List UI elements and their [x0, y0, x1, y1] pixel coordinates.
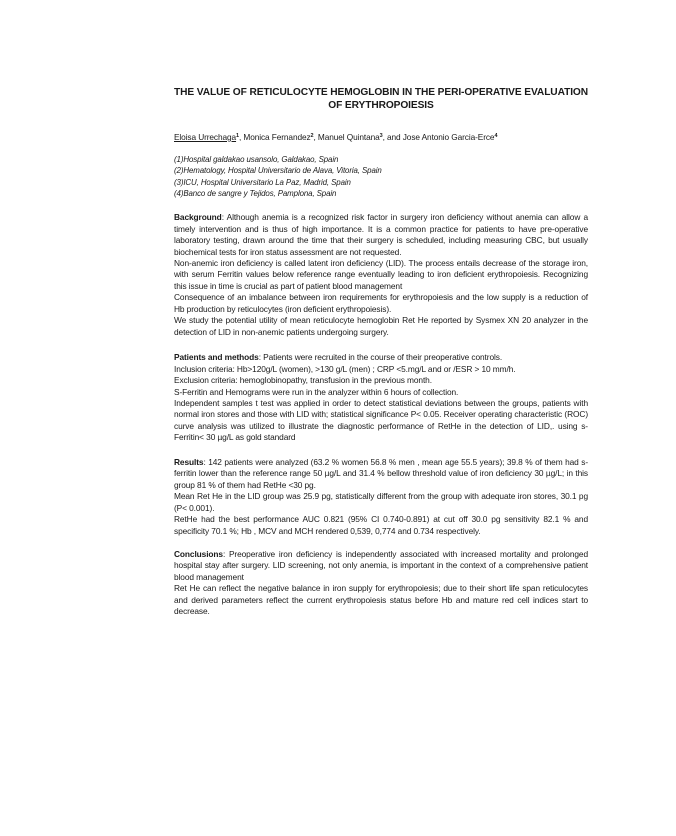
background-paragraph-2: Non-anemic iron deficiency is called latent iron deficiency (LID). The process entails decrease of the storage iron, with serum Ferritin values below reference range eventually leading to iron deficient erythropoiesis. Recognizing this issue in time is crucial as part of patient blood management	[174, 258, 588, 291]
methods-paragraph-2: Inclusion criteria: Hb>120g/L (women), >130 g/L (men) ; CRP <5.mg/L and or /ESR > 10 mm/h.	[174, 363, 516, 374]
affiliation-2: (2)Hematology, Hospital Universitario de Alava, Vitoria, Spain	[174, 166, 382, 176]
conclusions-text-1: : Preoperative iron deficiency is independently associated with increased mortality and prolonged hospital stay after surgery. LID screening, not only anemia, is important in the context of a comprehensive patient blood management	[174, 548, 588, 582]
methods-section	[174, 352, 588, 444]
conclusions-paragraph-2: Ret He can reflect the negative balance in iron supply for erythropoiesis; due to their short life span reticulocytes and derived parameters reflect the current erythropoiesis status before Hb and mature red cell indices start to decrease.	[174, 583, 588, 617]
conclusions-heading: Conclusions	[174, 548, 223, 559]
results-paragraph-3: RetHe had the best performance AUC 0.821 (95% CI 0.740-0.891) at cut off 30.0 pg sensitivity 82.1 % and specificity 70.1 %; Hb , MCV and MCH rendered 0,539, 0,774 and 0.734 respectively.	[174, 514, 588, 536]
paper-title: THE VALUE OF RETICULOCYTE HEMOGLOBIN IN THE PERI-OPERATIVE EVALUATION OF ERYTHROPOIESIS	[174, 87, 589, 111]
methods-text-1: : Patients were recruited in the course of their preoperative controls.	[258, 352, 503, 363]
methods-heading: Patients and methods	[174, 352, 259, 363]
conclusions-section	[174, 549, 588, 618]
author-sup-1: 1	[236, 133, 240, 139]
results-section	[174, 457, 588, 537]
affiliation-1: (1)Hospital galdakao usansolo, Galdakao, Spain	[174, 155, 339, 164]
results-paragraph-2: Mean Ret He in the LID group was 25.9 pg, statistically different from the group with adequate iron stores, 30.1 pg (P< 0.001).	[174, 491, 588, 513]
background-text-1: : Although anemia is a recognized risk factor in surgery iron deficiency without anemia can allow a timely intervention and is thus of high importance. It is a common practice for patients to have pre-operative laboratory testing, drawn around the time that their surgery is scheduled, including measuring CBC, but usually biochemical tests for iron status assessment are not requested.	[174, 212, 588, 257]
results-heading: Results	[174, 456, 204, 467]
background-section	[174, 212, 588, 338]
author-sup-2: 2	[310, 133, 314, 139]
author-third: , Manuel Quintana	[313, 132, 380, 142]
abstract-page	[174, 86, 588, 618]
background-paragraph-1	[174, 212, 588, 258]
background-paragraph-4: We study the potential utility of mean reticulocyte hemoglobin Ret He reported by Sysmex XN 20 analyzer in the detection of LID in non-anemic patients undergoing surgery.	[174, 315, 588, 337]
methods-paragraph-4: S-Ferritin and Hemograms were run in the analyzer within 6 hours of collection.	[174, 386, 459, 397]
results-text-1: : 142 patients were analyzed (63.2 % women 56.8 % men , mean age 55.5 years); 39.8 % of them had s-ferritin lower than the reference range 50 µg/L and 31.4 % bellow threshold value of iron deficiency 30 µg/L; in this group 81 % of them had RetHe <30 pg.	[174, 456, 588, 490]
author-fourth: , and Jose Antonio Garcia-Erce	[382, 132, 495, 142]
author-line	[174, 132, 588, 143]
background-heading: Background	[174, 212, 222, 223]
methods-paragraph-5: Independent samples t test was applied in order to detect statistical deviations between the groups, patients with normal iron stores and those with LID with; statistical significance P< 0.05. Receiver operating characteristic (ROC) curve analysis was utilized to illustrate the diagnostic performance of RetHe in the detection of LID,. using s-Ferritin< 30 µg/L as gold standard	[174, 397, 588, 443]
methods-paragraph-3: Exclusion criteria: hemoglobinopathy, transfusion in the previous month.	[174, 375, 432, 386]
author-sup-3: 3	[379, 133, 383, 139]
background-paragraph-3: Consequence of an imbalance between iron requirements for erythropoiesis and the low supply is a reduction of Hb production by reticulocytes (iron deficient erythropoiesis).	[174, 292, 588, 314]
affiliations	[174, 154, 588, 199]
author-second: , Monica Fernandez	[239, 132, 311, 142]
conclusions-paragraph-1	[174, 549, 588, 583]
author-sup-4: 4	[494, 133, 498, 139]
methods-paragraph-1	[174, 352, 588, 363]
author-first[interactable]: Eloisa Urrechaga	[174, 132, 237, 142]
results-paragraph-1	[174, 457, 588, 491]
affiliation-4: (4)Banco de sangre y Tejidos, Pamplona, Spain	[174, 188, 337, 198]
affiliation-3: (3)ICU, Hospital Universitario La Paz, Madrid, Spain	[174, 177, 351, 187]
